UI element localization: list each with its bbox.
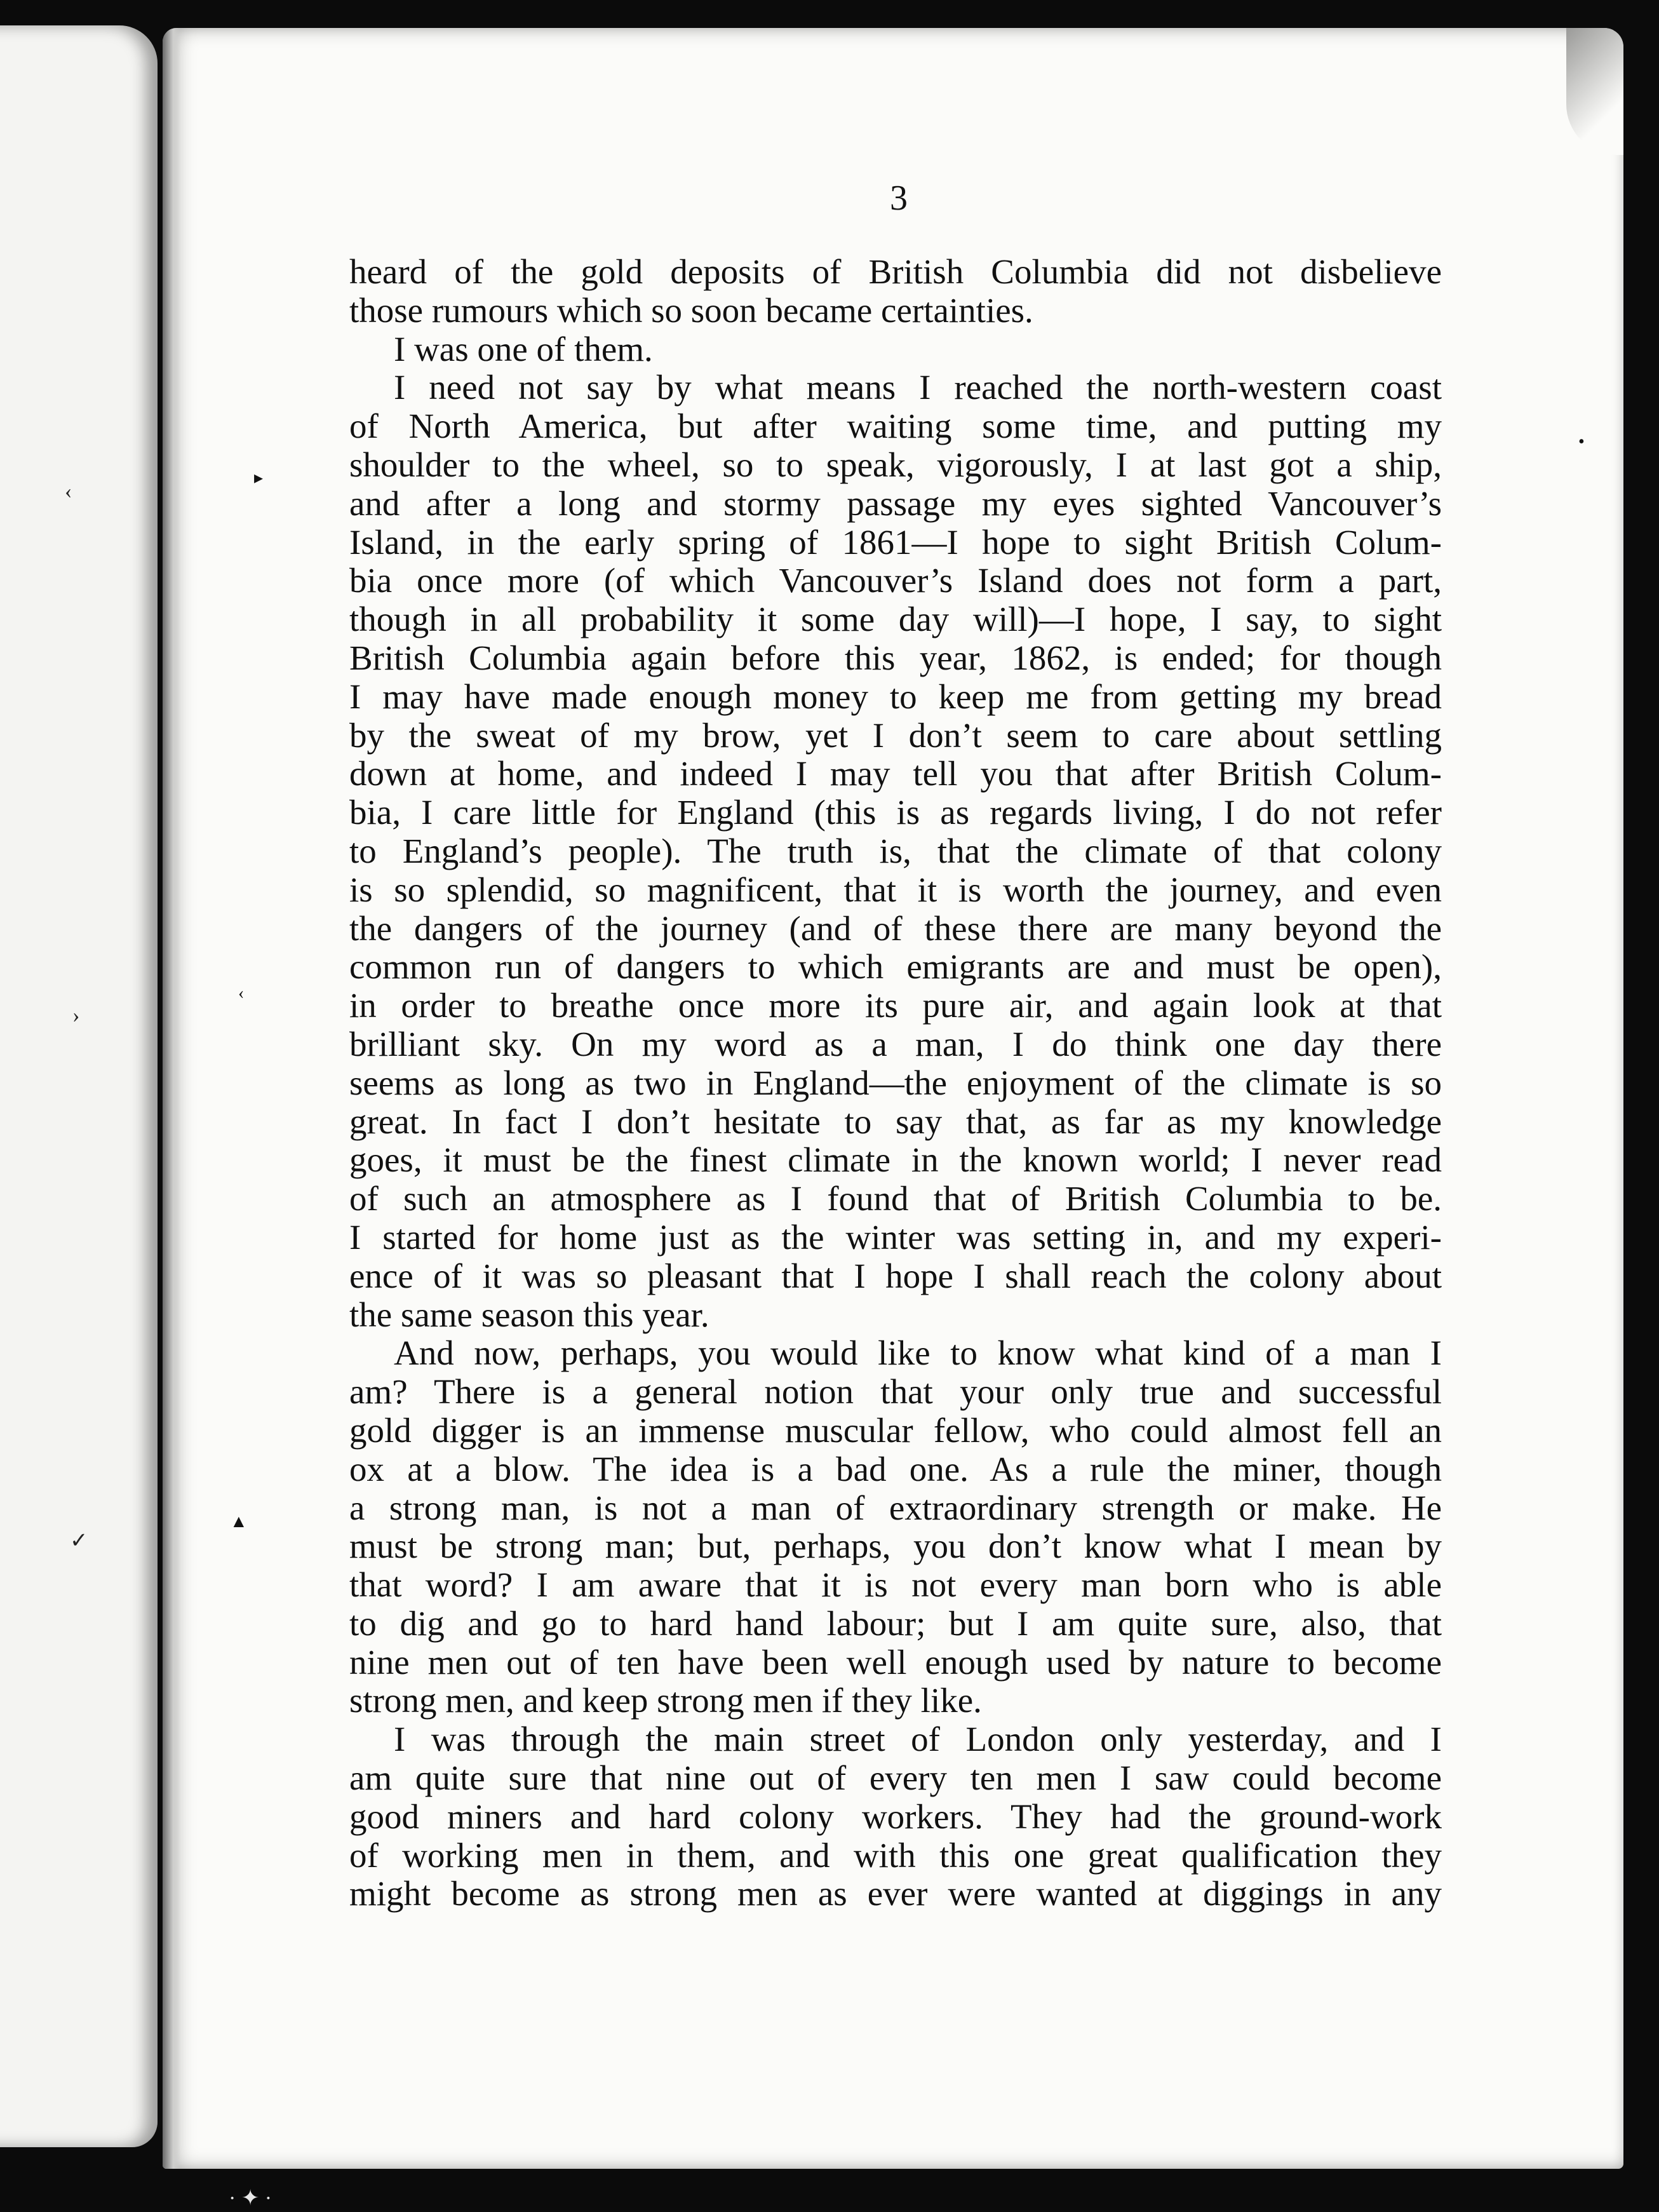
stray-mark: ▸: [254, 468, 264, 488]
text-line: nine men out of ten have been well enough used by nature to become: [349, 1642, 1442, 1682]
text-line: shoulder to the wheel, so to speak, vigorously, I at last got a ship,: [349, 445, 1442, 484]
text-line: am quite sure that nine out of every ten men I saw could become: [349, 1758, 1442, 1798]
text-line: by the sweat of my brow, yet I don’t seem to care about settling: [349, 715, 1442, 755]
page-number: 3: [890, 179, 908, 218]
text-line: And now, perhaps, you would like to know what kind of a man I: [394, 1333, 1442, 1373]
text-line: heard of the gold deposits of British Columbia did not disbelieve: [349, 252, 1442, 291]
text-line: of working men in them, and with this one great qualification they: [349, 1835, 1442, 1875]
text-line: I need not say by what means I reached the north-western coast: [394, 368, 1442, 407]
text-line: gold digger is an immense muscular fellow, who could almost fell an: [349, 1410, 1442, 1450]
text-line: though in all probability it some day will)—I hope, I say, to sight: [349, 600, 1442, 639]
text-line: that word? I am aware that it is not every man born who is able: [349, 1565, 1442, 1605]
text-line: and after a long and stormy passage my eyes sighted Vancouver’s: [349, 483, 1442, 523]
text-line: I was one of them.: [394, 329, 653, 368]
text-line: Island, in the early spring of 1861—I hope to sight British Colum-: [349, 522, 1442, 562]
text-line: good miners and hard colony workers. They had the ground-work: [349, 1797, 1442, 1836]
text-line: to England’s people). The truth is, that the climate of that colony: [349, 831, 1442, 870]
text-line: of North America, but after waiting some time, and putting my: [349, 407, 1442, 446]
text-line: the same season this year.: [349, 1295, 709, 1334]
text-line: to dig and go to hard hand labour; but I am quite sure, also, that: [349, 1603, 1442, 1643]
text-line: of such an atmosphere as I found that of British Columbia to be.: [349, 1179, 1442, 1218]
text-line: bia, I care little for England (this is as regards living, I do not refer: [349, 793, 1442, 832]
text-line: might become as strong men as ever were wanted at diggings in any: [349, 1874, 1442, 1913]
text-line: I started for home just as the winter was setting in, and my experi-: [349, 1217, 1442, 1257]
text-line: goes, it must be the finest climate in the known world; I never read: [349, 1140, 1442, 1180]
text-line: common run of dangers to which emigrants are and must be open),: [349, 947, 1442, 987]
stray-mark: •: [1578, 432, 1585, 452]
scan-debris: · ✦ ·: [229, 2187, 272, 2210]
text-line: bia once more (of which Vancouver’s Island does not form a part,: [349, 561, 1442, 600]
text-line: must be strong man; but, perhaps, you don’t know what I mean by: [349, 1527, 1442, 1566]
page-gutter-shadow: [163, 28, 180, 2169]
text-line: a strong man, is not a man of extraordinary strength or make. He: [349, 1488, 1442, 1527]
text-line: ence of it was so pleasant that I hope I shall reach the colony about: [349, 1256, 1442, 1295]
text-line: those rumours which so soon became certainties.: [349, 290, 1033, 330]
text-line: am? There is a general notion that your only true and successful: [349, 1372, 1442, 1412]
text-line: I may have made enough money to keep me from getting my bread: [349, 677, 1442, 716]
facing-page-edge: [0, 25, 158, 2147]
text-line: brilliant sky. On my word as a man, I do think one day there: [349, 1024, 1442, 1063]
margin-mark: ✓: [70, 1529, 88, 1553]
margin-mark: ›: [72, 1004, 80, 1027]
text-line: ox at a blow. The idea is a bad one. As a rule the miner, though: [349, 1449, 1442, 1488]
text-line: seems as long as two in England—the enjoyment of the climate is so: [349, 1063, 1442, 1102]
stray-mark: ▲: [230, 1512, 248, 1532]
text-line: is so splendid, so magnificent, that it is worth the journey, and even: [349, 870, 1442, 909]
page-corner-curl: [1566, 28, 1623, 155]
text-line: great. In fact I don’t hesitate to say that, as far as my knowledge: [349, 1102, 1442, 1141]
text-line: in order to breathe once more its pure air, and again look at that: [349, 986, 1442, 1025]
text-line: strong men, and keep strong men if they like.: [349, 1681, 982, 1720]
text-line: British Columbia again before this year, 1862, is ended; for though: [349, 638, 1442, 677]
margin-mark: ‹: [65, 480, 72, 503]
text-line: the dangers of the journey (and of these there are many beyond the: [349, 908, 1442, 948]
stray-mark: ‹: [238, 983, 245, 1003]
text-line: I was through the main street of London only yesterday, and I: [394, 1720, 1442, 1759]
body-text: [349, 253, 1442, 1913]
text-line: down at home, and indeed I may tell you that after British Colum-: [349, 754, 1442, 793]
